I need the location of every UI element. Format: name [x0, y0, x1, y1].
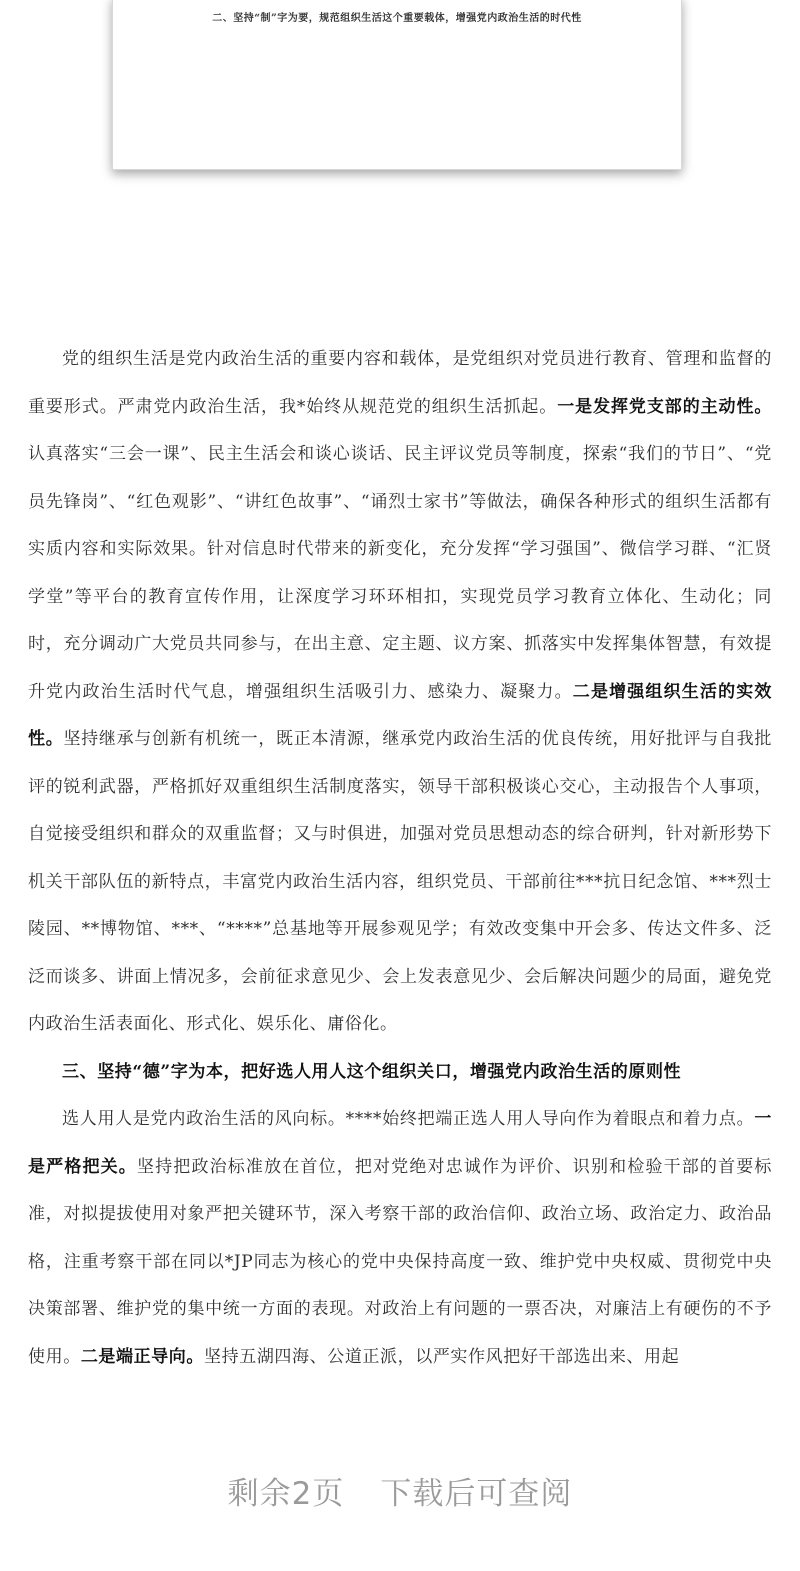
paragraph-organizational-life [28, 336, 772, 1049]
paragraph-text: 认真落实“三会一课”、民主生活会和谈心谈话、民主评议党员等制度，探索“我们的节日”、“党员先锋岗”、“红色观影”、“讲红色故事”、“诵烈士家书”等做法，确保各种形式的组织生活都有实质内容和实际效果。针对信息时代带来的新变化，充分发挥“学习强国”、微信学习群、“汇贤学堂”等平台的教育宣传作用，让深度学习环环相扣，实现党员学习教育立体化、生动化；同时，充分调动广大党员共同参与，在出主意、定主题、议方案、抓落实中发挥集体智慧，有效提升党内政治生活时代气息，增强组织生活吸引力、感染力、凝聚力。 [28, 444, 772, 702]
paragraph-text: 坚持五湖四海、公道正派，以严实作风把好干部选出来、用起 [204, 1346, 680, 1367]
paragraph-text: 选人用人是党内政治生活的风向标。****始终把端正选人用人导向作为着眼点和着力点。 [62, 1109, 755, 1129]
paragraph-text: 党的组织生活是党内政治生活的重要内容和载体，是党组织对党员进行教育、管理和监督的重要形式。严肃党内政治生活，我*始终从规范党的组织生活抓起。 [28, 349, 772, 417]
section-three-heading: 三、坚持“德”字为本，把好选人用人这个组织关口，增强党内政治生活的原则性 [62, 1061, 682, 1082]
preview-section-heading: 二、坚持“制”字为要，规范组织生活这个重要载体，增强党内政治生活的时代性 [212, 13, 582, 24]
bold-point-one: 一是发挥党支部的主动性。 [557, 396, 773, 417]
remaining-pages-notice[interactable] [0, 1468, 800, 1513]
paragraph-text: 坚持继承与创新有机统一，既正本清源，继承党内政治生活的优良传统，用好批评与自我批评的锐利武器，严格抓好双重组织生活制度落实，领导干部积极谈心交心，主动报告个人事项，自觉接受组织和群众的双重监督；又与时俱进，加强对党员思想动态的综合研判，针对新形势下机关干部队伍的新特点，丰富党内政治生活内容，组织党员、干部前往***抗日纪念馆、***烈士陵园、**博物馆、***、“****”总基地等开展参观见学；有效改变集中开会多、传达文件多、泛泛而谈多、讲面上情况多，会前征求意见少、会上发表意见少、会后解决问题少的局面，避免党内政治生活表面化、形式化、娱乐化、庸俗化。 [28, 729, 772, 1034]
bold-point-two: 二是增强组织生活的实效性。 [28, 681, 772, 749]
paragraph-text: 坚持把政治标准放在首位，把对党绝对忠诚作为评价、识别和检验干部的首要标准，对拟提拔使用对象严把关键环节，深入考察干部的政治信仰、政治立场、政治定力、政治品格，注重考察干部在同以*JP同志为核心的党中央保持高度一致、维护党中央权威、贯彻党中央决策部署、维护党的集中统一方面的表现。对政治上有问题的一票否决，对廉洁上有硬伤的不予使用。 [28, 1156, 772, 1367]
download-hint-text: 下载后可查阅 [380, 1476, 573, 1512]
previous-page-preview [112, 0, 682, 170]
document-body [28, 336, 772, 1381]
remaining-pages-text: 剩余2页 [227, 1476, 345, 1512]
bold-point-one: 一是严格把关。 [28, 1109, 772, 1177]
paragraph-personnel-selection [28, 1096, 772, 1381]
bold-point-two: 二是端正导向。 [80, 1346, 205, 1367]
